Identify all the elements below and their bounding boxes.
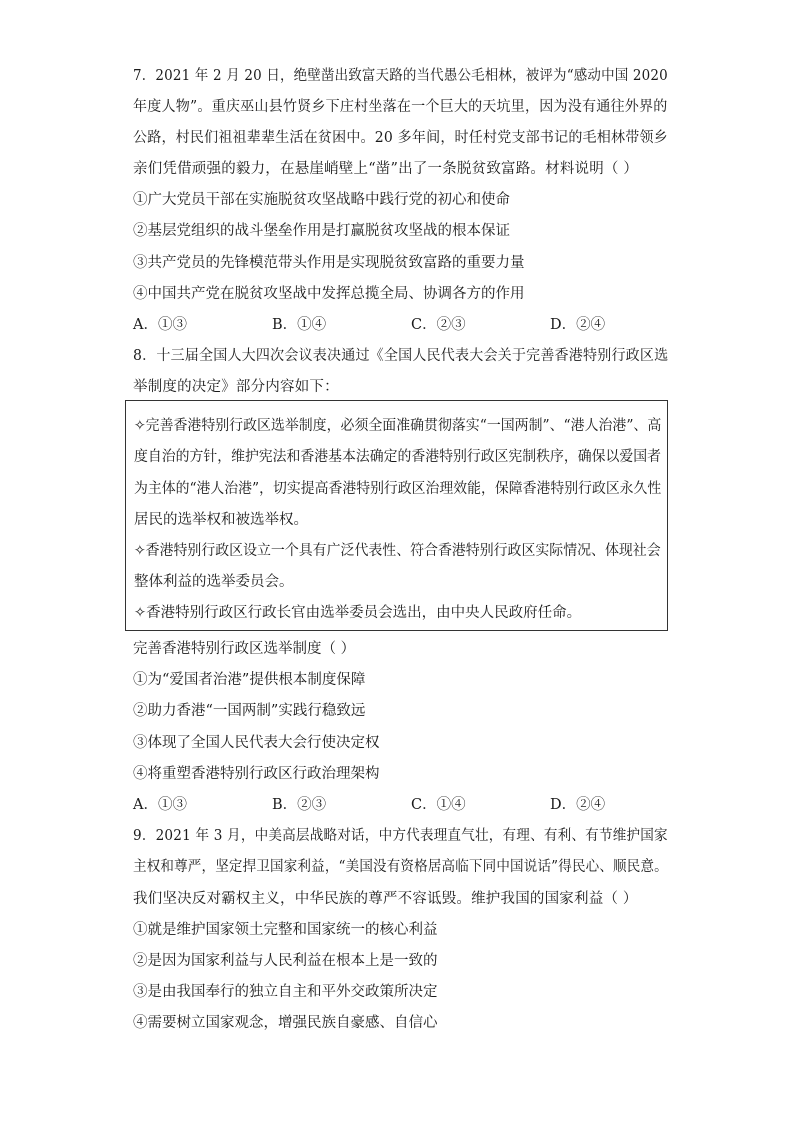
q8-item-4: ④将重塑香港特别行政区行政治理架构 (133, 766, 380, 782)
q7-stem-line-1: 7．2021 年 2 月 20 日，绝壁凿出致富天路的当代愚公毛相林，被评为“感动中国 2020 (133, 68, 668, 84)
q8-box-line-6: 整体利益的选举委员会。 (134, 574, 294, 590)
q7-stem-line-4: 亲们凭借顽强的毅力，在悬崖峭壁上“凿”出了一条脱贫致富路。材料说明（ ） (133, 161, 639, 177)
q9-item-4: ④需要树立国家观念，增强民族自豪感、自信心 (133, 1015, 438, 1031)
q8-box-line-3: 为主体的“港人治港”，切实提高香港特别行政区治理效能，保障香港特别行政区永久性 (134, 481, 662, 497)
q9-item-3: ③是由我国奉行的独立自主和平外交政策所决定 (133, 984, 438, 1000)
q7-item-4: ④中国共产党在脱贫攻坚战中发挥总揽全局、协调各方的作用 (133, 286, 525, 302)
q8-item-1: ①为“爱国者治港”提供根本制度保障 (133, 672, 366, 688)
q7-stem-line-3: 公路，村民们祖祖辈辈生活在贫困中。20 多年间，时任村党支部书记的毛相林带领乡 (133, 130, 668, 146)
q7-option-b[interactable]: B．①④ (272, 317, 327, 333)
q8-box-line-2: 度自治的方针，维护宪法和香港基本法确定的香港特别行政区宪制秩序，确保以爱国者 (134, 449, 661, 465)
q8-option-a[interactable]: A．①③ (133, 797, 187, 813)
q8-option-d[interactable]: D．②④ (550, 797, 606, 813)
q8-box-line-5: ✧香港特别行政区设立一个具有广泛代表性、符合香港特别行政区实际情况、体现社会 (134, 543, 661, 559)
q8-material-box (125, 400, 668, 631)
q7-item-1: ①广大党员干部在实施脱贫攻坚战略中践行党的初心和使命 (133, 192, 510, 208)
q8-item-3: ③体现了全国人民代表大会行使决定权 (133, 735, 380, 751)
q7-option-d[interactable]: D．②④ (550, 317, 606, 333)
q8-box-line-7: ✧香港特别行政区行政长官由选举委员会选出，由中央人民政府任命。 (134, 605, 582, 621)
q7-option-a[interactable]: A．①③ (133, 317, 187, 333)
q9-stem-line-1: 9．2021 年 3 月，中美高层战略对话，中方代表理直气壮，有理、有利、有节维护国家 (133, 828, 668, 844)
q8-box-line-4: 居民的选举权和被选举权。 (134, 512, 308, 528)
q9-stem-line-3: 我们坚决反对霸权主义，中华民族的尊严不容诋毁。维护我国的国家利益（ ） (133, 891, 638, 907)
q9-item-1: ①就是维护国家领土完整和国家统一的核心利益 (133, 922, 438, 938)
q8-option-c[interactable]: C．①④ (411, 797, 466, 813)
q8-question-stem: 完善香港特别行政区选举制度（ ） (133, 641, 356, 657)
q7-options (133, 315, 653, 335)
q8-options (133, 795, 653, 815)
q8-item-2: ②助力香港“一国两制”实践行稳致远 (133, 703, 366, 719)
q7-item-3: ③共产党员的先锋模范带头作用是实现脱贫致富路的重要力量 (133, 255, 525, 271)
q8-stem-line-2: 举制度的决定》部分内容如下： (133, 379, 339, 395)
q9-stem-line-2: 主权和尊严，坚定捍卫国家利益，“美国没有资格居高临下同中国说话”得民心、顺民意。 (133, 859, 668, 875)
q7-stem-line-2: 年度人物”。重庆巫山县竹贤乡下庄村坐落在一个巨大的天坑里，因为没有通往外界的 (133, 99, 668, 115)
q7-option-c[interactable]: C．②③ (411, 317, 466, 333)
q8-option-b[interactable]: B．②③ (272, 797, 327, 813)
q7-item-2: ②基层党组织的战斗堡垒作用是打赢脱贫攻坚战的根本保证 (133, 223, 510, 239)
q8-stem-line-1: 8．十三届全国人大四次会议表决通过《全国人民代表大会关于完善香港特别行政区选 (133, 348, 669, 364)
q9-item-2: ②是因为国家利益与人民利益在根本上是一致的 (133, 953, 438, 969)
q8-box-line-1: ✧完善香港特别行政区选举制度，必须全面准确贯彻落实“一国两制”、“港人治港”、高 (134, 418, 662, 434)
